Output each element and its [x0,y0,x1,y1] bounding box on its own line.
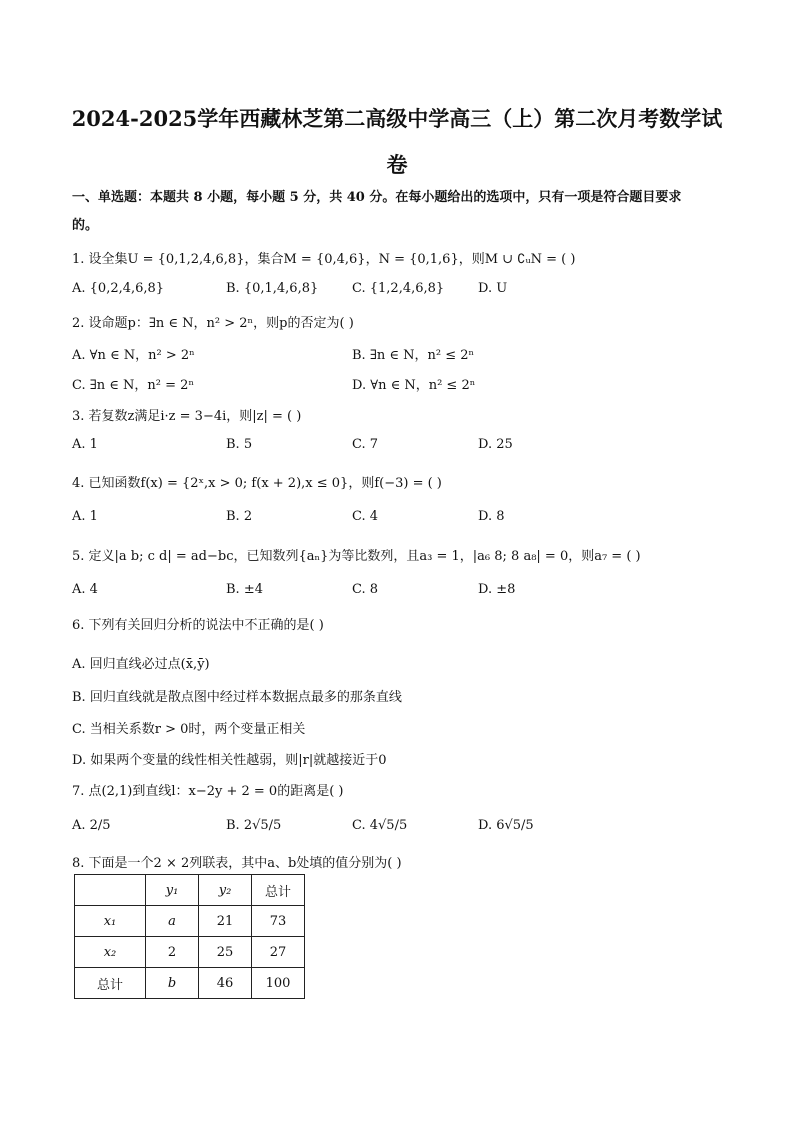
question-6-stem: 6. 下列有关回归分析的说法中不正确的是( ) [72,618,324,633]
table-header-row [75,875,305,906]
table-row [75,968,305,999]
question-1-option-a: A. {0,2,4,6,8} [72,281,165,296]
question-4-option-a: A. 1 [72,509,98,524]
table-row [75,906,305,937]
question-7-stem: 7. 点(2,1)到直线l：x−2y + 2 = 0的距离是( ) [72,784,344,799]
table-cell: 46 [199,968,252,999]
question-1-stem: 1. 设全集U = {0,1,2,4,6,8}，集合M = {0,4,6}，N = {0,1,6}，则M ∪ ∁ᵤN = ( ) [72,252,576,267]
question-6-option-b: B. 回归直线就是散点图中经过样本数据点最多的那条直线 [72,690,402,705]
question-8-stem: 8. 下面是一个2 × 2列联表，其中a、b处填的值分别为( ) [72,856,402,871]
contingency-table [74,874,305,999]
question-2-option-b: B. ∃n ∈ N，n² ≤ 2ⁿ [352,348,475,363]
table-cell: 25 [199,937,252,968]
question-7-option-b: B. 2√5/5 [226,818,282,833]
question-7-option-d: D. 6√5/5 [478,818,534,833]
table-cell: 21 [199,906,252,937]
table-cell: x₁ [75,906,146,937]
table-cell: 100 [252,968,305,999]
table-header-cell: 总计 [252,875,305,906]
question-5-option-b: B. ±4 [226,582,263,597]
question-7-option-a: A. 2/5 [72,818,111,833]
question-1-option-b: B. {0,1,4,6,8} [226,281,319,296]
question-7-option-c: C. 4√5/5 [352,818,408,833]
table-cell: 73 [252,906,305,937]
question-5-option-d: D. ±8 [478,582,516,597]
question-2-option-c: C. ∃n ∈ N，n² = 2ⁿ [72,378,195,393]
question-3-option-a: A. 1 [72,437,98,452]
section-instructions-line2: 的。 [72,218,99,233]
question-3-option-c: C. 7 [352,437,379,452]
table-row [75,937,305,968]
question-3-stem: 3. 若复数z满足i·z = 3−4i，则|z| = ( ) [72,409,302,424]
table-cell: 27 [252,937,305,968]
table-cell: 总计 [75,968,146,999]
question-4-option-b: B. 2 [226,509,253,524]
exam-title-line1: 2024-2025学年西藏林芝第二高级中学高三（上）第二次月考数学试 [71,106,723,131]
question-5-option-a: A. 4 [72,582,98,597]
question-2-stem: 2. 设命题p：∃n ∈ N，n² > 2ⁿ，则p的否定为( ) [72,316,354,331]
question-6-option-c: C. 当相关系数r > 0时，两个变量正相关 [72,722,306,737]
question-2-option-a: A. ∀n ∈ N，n² > 2ⁿ [72,348,195,363]
question-6-option-d: D. 如果两个变量的线性相关性越弱，则|r|就越接近于0 [72,753,387,768]
section-instructions [72,184,722,240]
table-cell: a [146,906,199,937]
question-1-option-c: C. {1,2,4,6,8} [352,281,445,296]
table-header-cell [75,875,146,906]
table-header-cell: y₂ [199,875,252,906]
table-cell: x₂ [75,937,146,968]
section-instructions-line1: 一、单选题：本题共 8 小题，每小题 5 分，共 40 分。在每小题给出的选项中，只有一项是符合题目要求 [72,190,682,205]
question-5-option-c: C. 8 [352,582,379,597]
question-5-stem: 5. 定义|a b; c d| = ad−bc，已知数列{aₙ}为等比数列，且a₃ = 1，|a₆ 8; 8 a₈| = 0，则a₇ = ( ) [72,549,641,564]
question-6-option-a: A. 回归直线必过点(x̄,ȳ) [72,657,210,672]
question-3-option-d: D. 25 [478,437,513,452]
question-3-option-b: B. 5 [226,437,253,452]
table-cell: b [146,968,199,999]
table-header-cell: y₁ [146,875,199,906]
exam-title-line2: 卷 [386,152,408,177]
exam-title [60,96,734,188]
table-cell: 2 [146,937,199,968]
question-4-option-c: C. 4 [352,509,379,524]
question-4-option-d: D. 8 [478,509,505,524]
question-4-stem: 4. 已知函数f(x) = {2ˣ,x > 0; f(x + 2),x ≤ 0}，则f(−3) = ( ) [72,476,442,491]
question-2-option-d: D. ∀n ∈ N，n² ≤ 2ⁿ [352,378,476,393]
question-1-option-d: D. U [478,281,508,296]
